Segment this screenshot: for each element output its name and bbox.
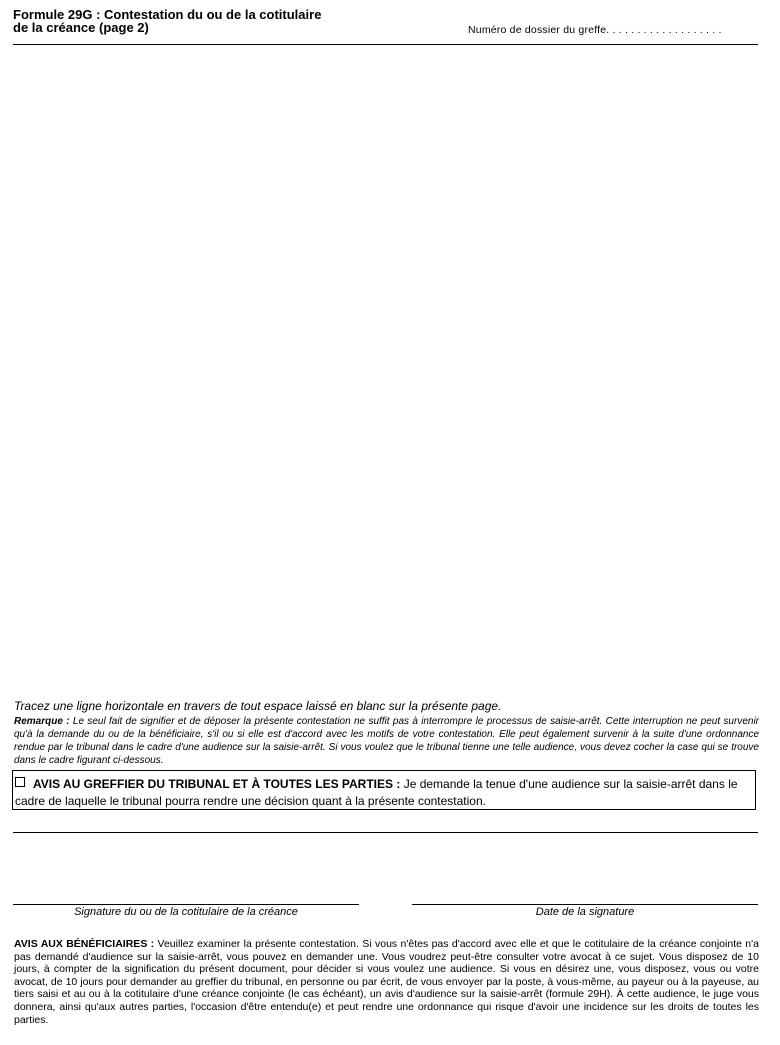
remarque-note: [14, 715, 759, 767]
hearing-request-checkbox[interactable]: [15, 777, 25, 787]
hearing-request-label: AVIS AU GREFFIER DU TRIBUNAL ET À TOUTES LES PARTIES :: [33, 777, 401, 791]
court-file-number-field[interactable]: Numéro de dossier du greffe. . . . . . . . . . . . . . . . . . .: [468, 24, 722, 36]
hearing-request-text: Je demande la tenue d'une audience sur la saisie-arrêt dans le cadre de laquelle le tribunal pourra rendre une décision quant à la présente contestation.: [15, 777, 738, 808]
blank-space-instruction: Tracez une ligne horizontale en travers de tout espace laissé en blanc sur la présente page.: [14, 699, 502, 713]
beneficiaries-notice: [14, 938, 759, 1026]
header-rule: [13, 44, 758, 45]
signature-line[interactable]: [13, 904, 359, 905]
form-title-line1: Formule 29G : Contestation du ou de la cotitulaire: [13, 7, 322, 22]
remarque-label: Remarque :: [14, 716, 70, 727]
signature-label: Signature du ou de la cotitulaire de la créance: [74, 906, 298, 918]
date-line[interactable]: [412, 904, 758, 905]
section-divider: [13, 832, 758, 833]
form-title-line2: de la créance (page 2): [13, 20, 149, 35]
date-label: Date de la signature: [535, 906, 635, 918]
contestation-text-area[interactable]: [13, 48, 758, 696]
form-title: [13, 8, 321, 34]
remarque-text: Le seul fait de signifier et de déposer la présente contestation ne suffit pas à interrompre le processus de saisie-arrêt. Cette interruption ne peut survenir qu'à la demande du ou de la bénéficiaire, s'il ou si elle est d'accord avec les motifs de votre contestation. Elle peut également survenir à la suite d'une ordonnance rendue par le tribunal dans le cadre d'une audience sur la saisie-arrêt. Si vous voulez que le tribunal tienne une telle audience, vous devez cocher la case qui se trouve dans le cadre figurant ci-dessous.: [14, 716, 759, 766]
hearing-request-notice: [15, 776, 757, 810]
beneficiaries-notice-label: AVIS AUX BÉNÉFICIAIRES :: [14, 938, 155, 950]
beneficiaries-notice-text: Veuillez examiner la présente contestation. Si vous n'êtes pas d'accord avec elle et que le cotitulaire de la créance conjointe n'a pas demandé d'audience sur la saisie-arrêt, vous pouvez en demander une. Vous voudrez peut-être consulter votre avocat à ce sujet. Vous disposez de 10 jours, à compter de la signification du présent document, pour décider si vous voulez une audience. Si vous en désirez une, vous disposez, vous ou votre avocat, de 10 jours pour demander au greffier du tribunal, en personne ou par écrit, de vous envoyer par la poste, à vous-même, au payeur ou à la payeuse, au tiers saisi et au ou à la cotitulaire d'une créance conjointe (le cas échéant), un avis d'audience sur la saisie-arrêt (formule 29H). À cette audience, le juge vous donnera, ainsi qu'aux autres parties, l'occasion d'être entendu(e) et peut rendre une ordonnance qui risque d'avoir une incidence sur les droits de toutes les parties.: [14, 938, 759, 1026]
